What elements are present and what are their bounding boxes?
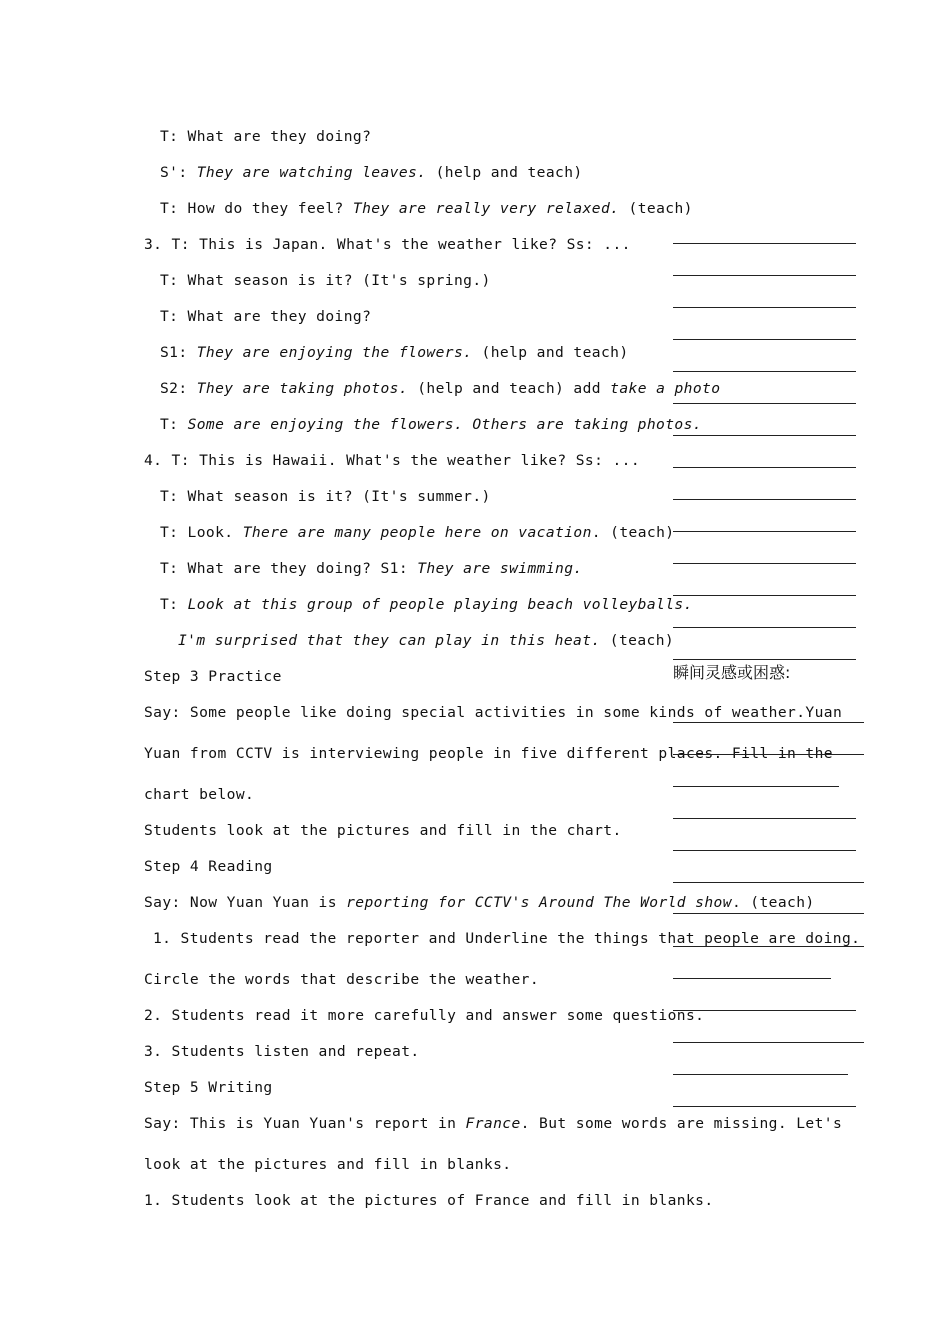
text-line: 3. T: This is Japan. What's the weather like? Ss: ... [144,236,631,253]
text-line: T: What season is it? (It's spring.) [160,272,491,289]
note-rule [673,818,856,819]
note-rule [673,850,856,851]
note-rule [673,1042,864,1043]
note-rule [673,595,856,596]
note-rule [673,882,864,883]
text-line: Yuan from CCTV is interviewing people in five different places. Fill in the [144,745,833,762]
text-line: 1. Students look at the pictures of France and fill in blanks. [144,1192,714,1209]
text-line: 3. Students listen and repeat. [144,1043,420,1060]
text-line: S1: They are enjoying the flowers. (help and teach) [160,344,629,361]
note-rule [673,403,856,404]
note-rule [673,499,856,500]
note-rule [673,467,856,468]
note-rule [673,786,839,787]
text-line: Students look at the pictures and fill in the chart. [144,822,622,839]
text-line: I'm surprised that they can play in this heat. (teach) [178,632,675,649]
note-rule [673,722,864,723]
note-rule [673,978,831,979]
note-rule [673,946,864,947]
step-heading: Step 5 Writing [144,1079,273,1096]
text-line: Say: Now Yuan Yuan is reporting for CCTV's Around The World show. (teach) [144,894,815,911]
text-line: chart below. [144,786,255,803]
note-rule [673,627,856,628]
text-line: T: What are they doing? [160,308,372,325]
note-rule [673,1106,856,1107]
text-line: S2: They are taking photos. (help and teach) add take a photo [160,380,721,397]
note-rule [673,339,856,340]
text-line: Circle the words that describe the weather. [144,971,540,988]
note-rule [673,275,856,276]
text-line: T: What are they doing? S1: They are swimming. [160,560,583,577]
text-line: T: What season is it? (It's summer.) [160,488,491,505]
text-line: 4. T: This is Hawaii. What's the weather like? Ss: ... [144,452,641,469]
note-rule [673,307,856,308]
note-rule [673,435,856,436]
note-rule [673,1074,848,1075]
note-rule [673,913,864,914]
text-line: Say: Some people like doing special activities in some kinds of weather.Yuan [144,704,843,721]
note-rule [673,563,856,564]
note-rule [673,371,856,372]
text-line: T: Look. There are many people here on vacation. (teach) [160,524,675,541]
text-line: 1. Students read the reporter and Underline the things that people are doing. [153,930,861,947]
text-line: look at the pictures and fill in blanks. [144,1156,512,1173]
text-line: T: Look at this group of people playing beach volleyballs. [160,596,693,613]
note-rule [673,754,864,755]
step-heading: Step 3 Practice [144,668,282,685]
step-heading: Step 4 Reading [144,858,273,875]
text-line: T: What are they doing? [160,128,372,145]
text-line: T: How do they feel? They are really very relaxed. (teach) [160,200,693,217]
note-rule [673,1010,856,1011]
text-line: T: Some are enjoying the flowers. Others are taking photos. [160,416,702,433]
text-line: S': They are watching leaves. (help and teach) [160,164,583,181]
note-rule [673,659,856,660]
note-rule [673,531,856,532]
text-line: 2. Students read it more carefully and answer some questions. [144,1007,705,1024]
margin-note-label: 瞬间灵感或困惑: [673,663,791,682]
text-line: Say: This is Yuan Yuan's report in France. But some words are missing. Let's [144,1115,843,1132]
note-rule [673,243,856,244]
